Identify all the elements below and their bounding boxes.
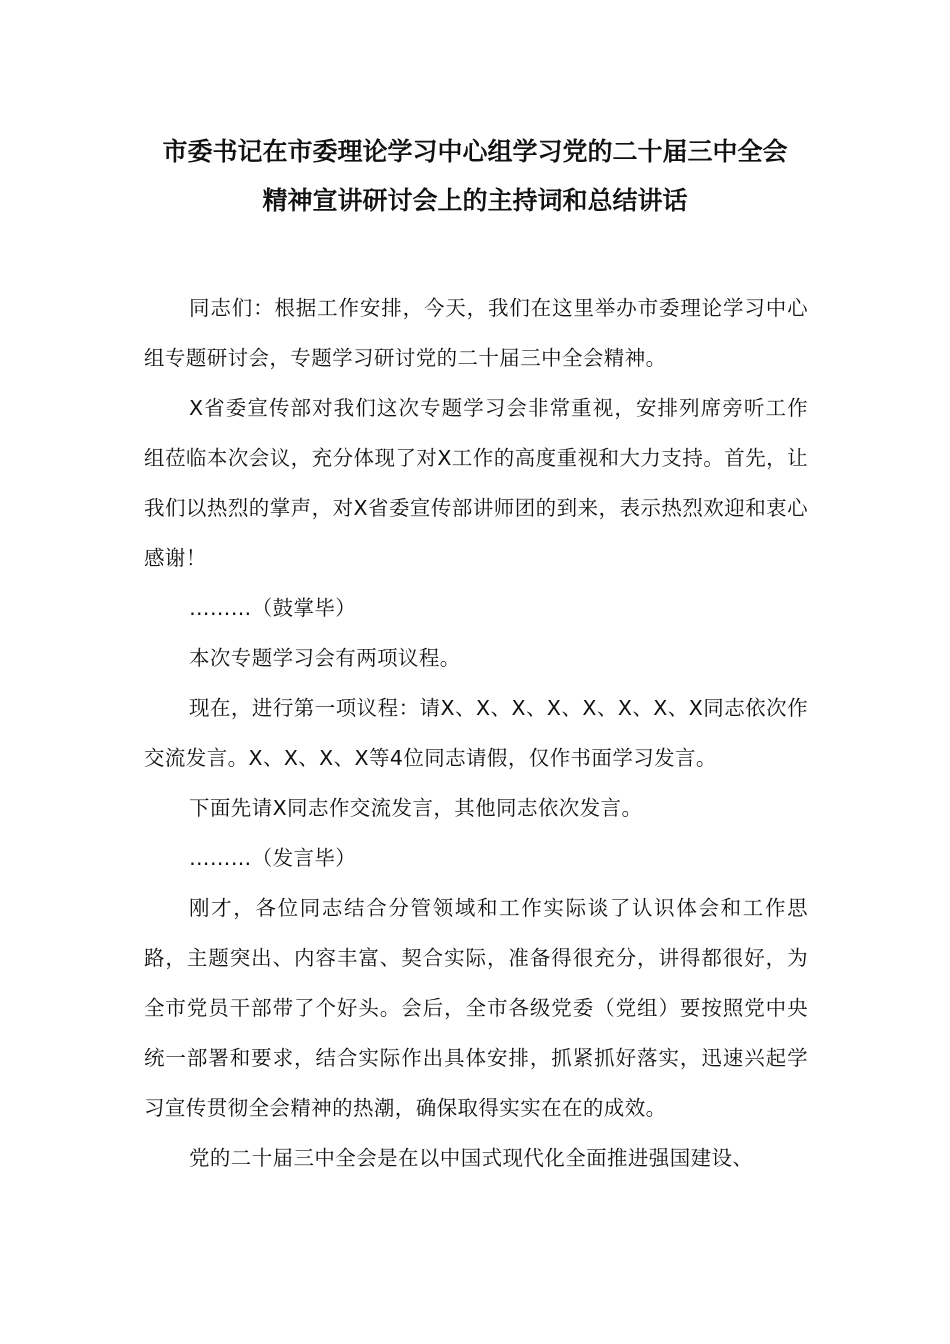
paragraph-opening: 同志们：根据工作安排，今天，我们在这里举办市委理论学习中心组专题研讨会，专题学习研讨党的二十届三中全会精神。 xyxy=(144,296,808,370)
paragraph-first-item: 现在，进行第一项议程：请X、X、X、X、X、X、X、X同志依次作交流发言。X、X、X、X等4位同志请假，仅作书面学习发言。 xyxy=(144,696,808,770)
paragraph-speaker-order: 下面先请X同志作交流发言，其他同志依次发言。 xyxy=(189,796,643,820)
document-title-line-2: 精神宣讲研讨会上的主持词和总结讲话 xyxy=(262,186,688,215)
paragraph-welcome: X省委宣传部对我们这次专题学习会非常重视，安排列席旁听工作组莅临本次会议，充分体现了对X工作的高度重视和大力支持。首先，让我们以热烈的掌声，对X省委宣传部讲师团的到来，表示热烈欢迎和衷心感谢！ xyxy=(144,396,808,570)
paragraph-summary: 刚才，各位同志结合分管领域和工作实际谈了认识体会和工作思路，主题突出、内容丰富、契合实际，准备得很充分，讲得都很好，为全市党员干部带了个好头。会后，全市各级党委（党组）要按照党中央统一部署和要求，结合实际作出具体安排，抓紧抓好落实，迅速兴起学习宣传贯彻全会精神的热潮，确保取得实实在在的成效。 xyxy=(144,896,808,1120)
document-title-line-1: 市委书记在市委理论学习中心组学习党的二十届三中全会 xyxy=(162,137,788,166)
paragraph-plenary: 党的二十届三中全会是在以中国式现代化全面推进强国建设、 xyxy=(189,1146,754,1170)
paragraph-speech-end: ………（发言毕） xyxy=(189,846,357,870)
paragraph-agenda: 本次专题学习会有两项议程。 xyxy=(189,646,461,670)
document-body xyxy=(144,283,808,1183)
paragraph-applause: ………（鼓掌毕） xyxy=(189,596,357,620)
